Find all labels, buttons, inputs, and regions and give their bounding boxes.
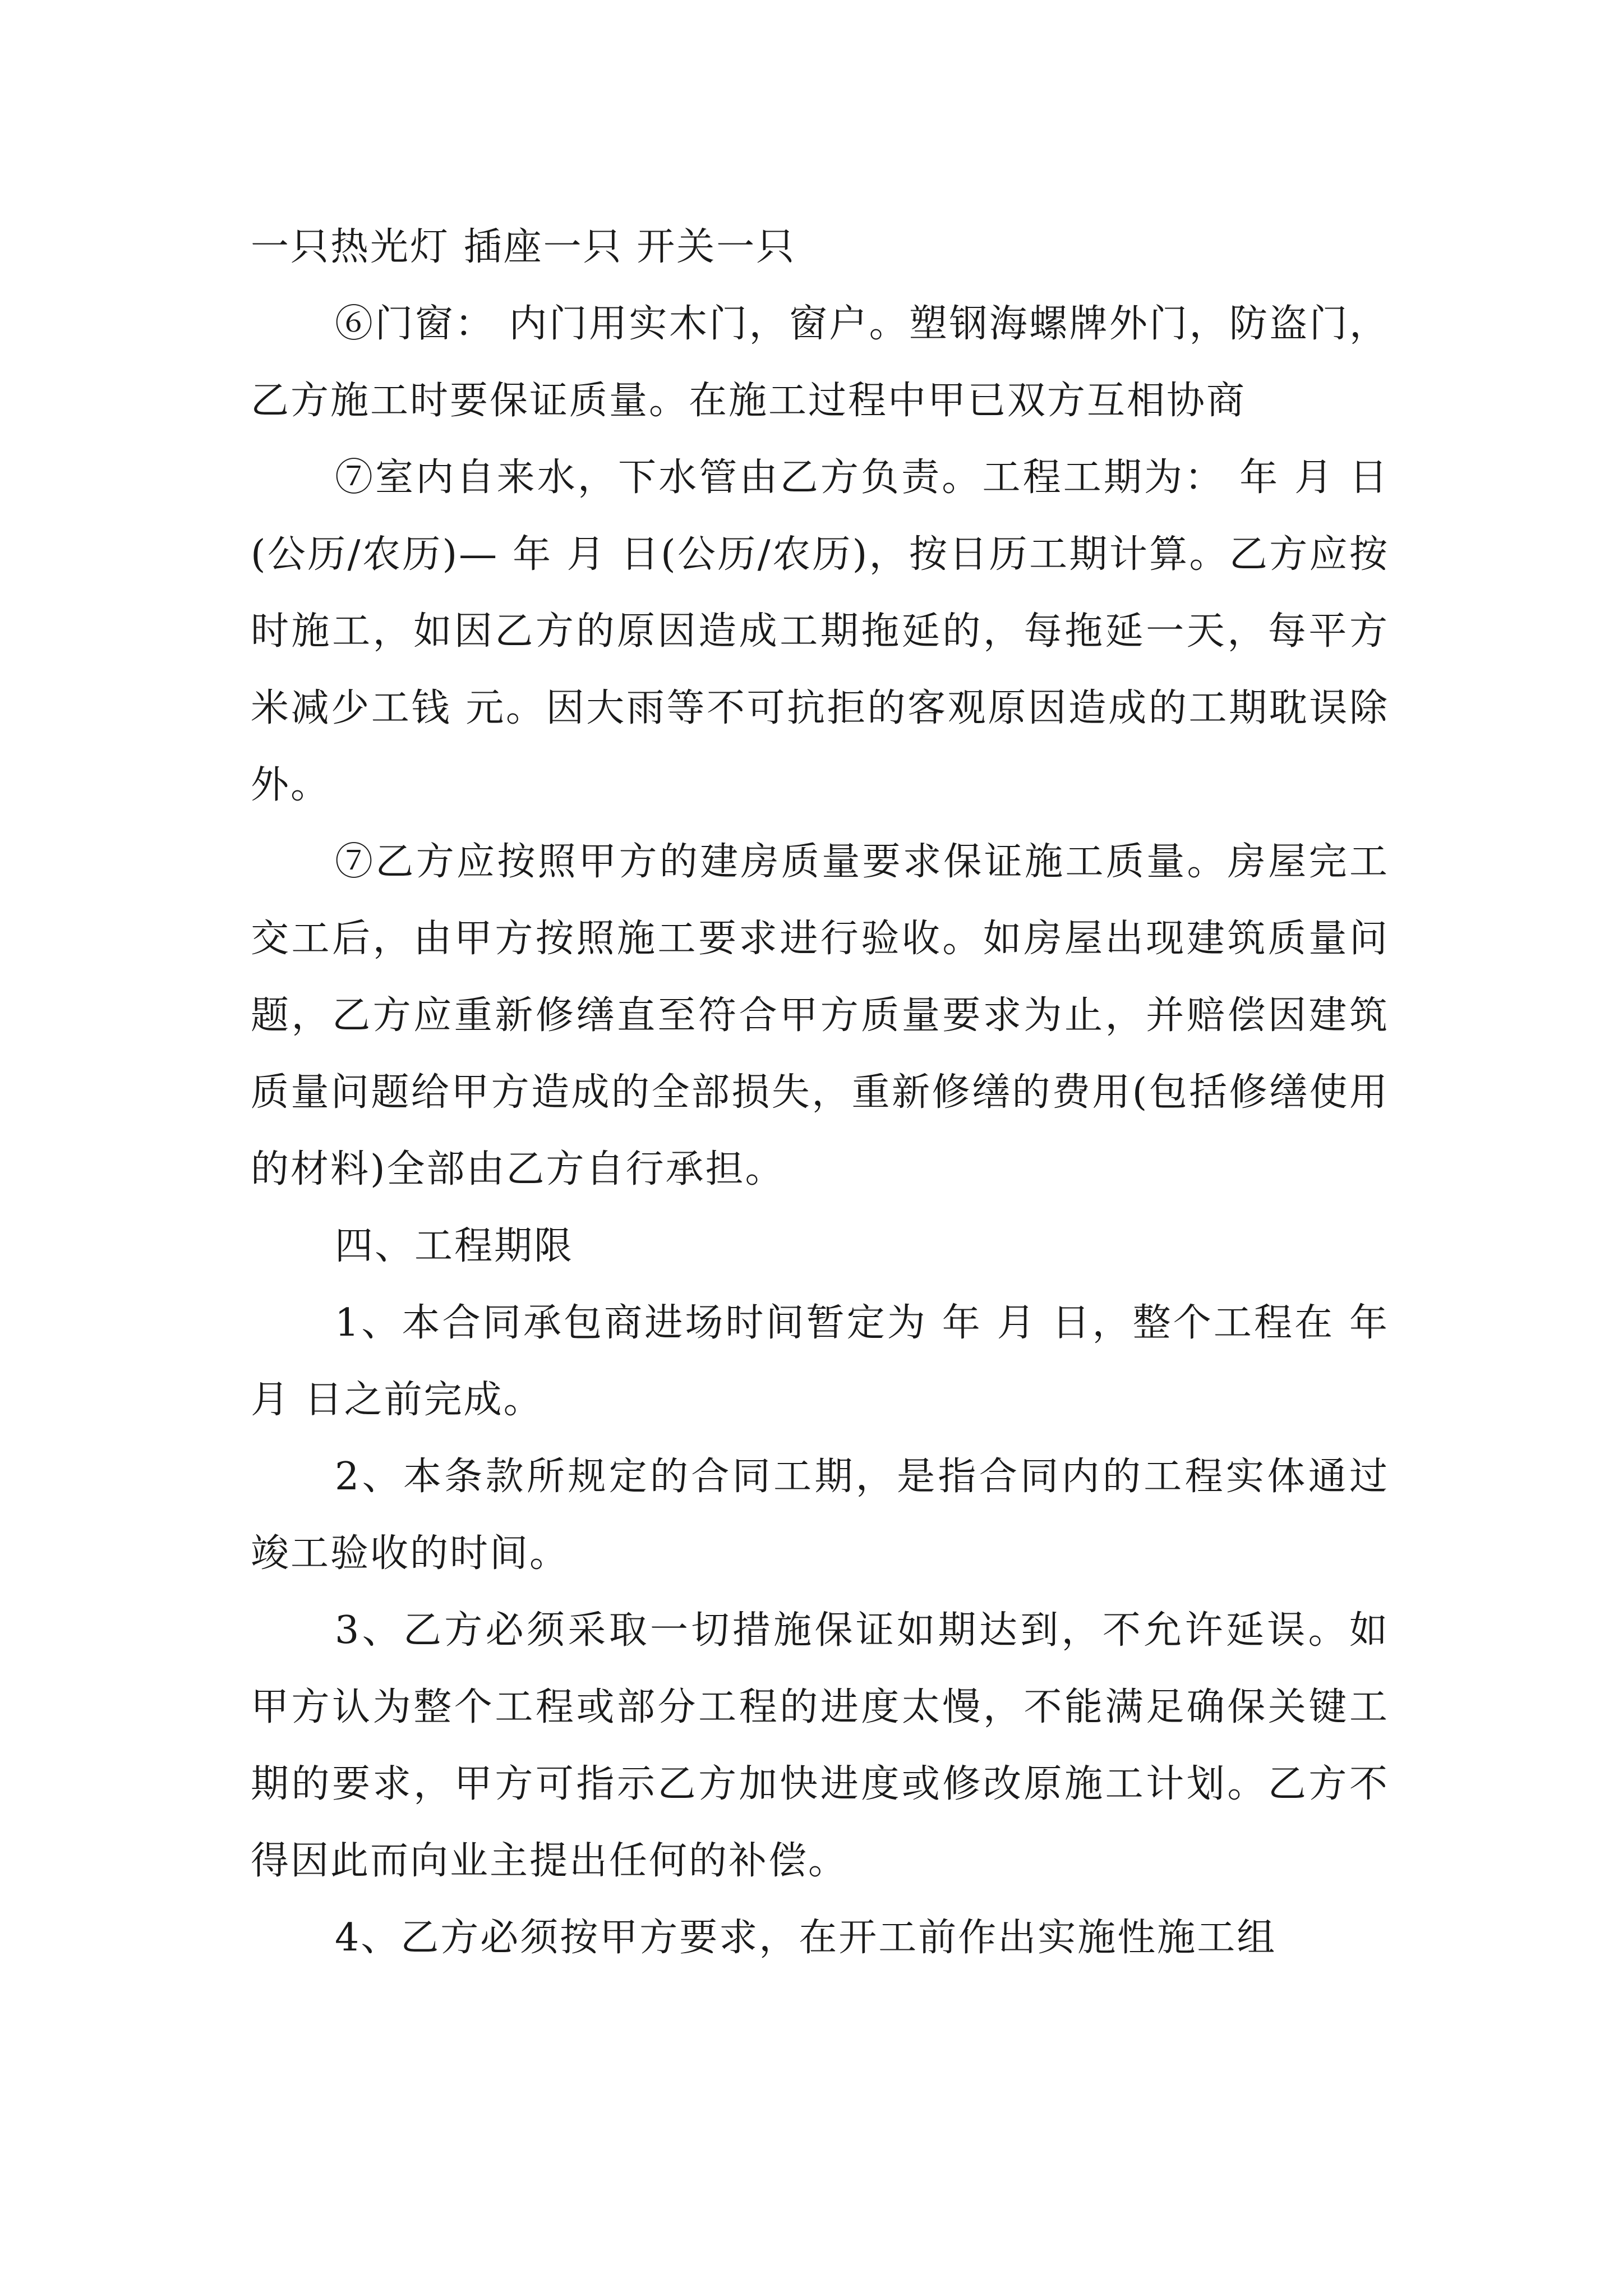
paragraph-clause-1: 1、本合同承包商进场时间暂定为 年 月 日，整个工程在 年 月 日之前完成。 bbox=[251, 1301, 1389, 1422]
paragraph-fixtures: 一只热光灯 插座一只 开关一只 bbox=[251, 225, 796, 269]
document-body bbox=[251, 209, 1389, 1976]
section-heading-project-period: 四、工程期限 bbox=[335, 1224, 574, 1268]
paragraph-plumbing-schedule: ⑦室内自来水，下水管由乙方负责。工程工期为： 年 月 日(公历/农历)— 年 月 日(公历/农历)，按日历工期计算。乙方应按时施工，如因乙方的原因造成工期拖延的，每拖延一天，每平方米减少工钱 元。因大雨等不可抗拒的客观原因造成的工期耽误除外。 bbox=[251, 455, 1389, 807]
paragraph-clause-4: 4、乙方必须按甲方要求，在开工前作出实施性施工组 bbox=[335, 1916, 1277, 1960]
paragraph-quality: ⑦乙方应按照甲方的建房质量要求保证施工质量。房屋完工交工后，由甲方按照施工要求进行验收。如房屋出现建筑质量问题，乙方应重新修缮直至符合甲方质量要求为止，并赔偿因建筑质量问题给甲方造成的全部损失，重新修缮的费用(包括修缮使用的材料)全部由乙方自行承担。 bbox=[251, 840, 1389, 1191]
paragraph-clause-2: 2、本条款所规定的合同工期，是指合同内的工程实体通过竣工验收的时间。 bbox=[251, 1455, 1389, 1576]
paragraph-clause-3: 3、乙方必须采取一切措施保证如期达到，不允许延误。如甲方认为整个工程或部分工程的进度太慢，不能满足确保关键工期的要求，甲方可指示乙方加快进度或修改原施工计划。乙方不得因此而向业主提出任何的补偿。 bbox=[251, 1608, 1389, 1883]
paragraph-doors-windows: ⑥门窗： 内门用实木门，窗户。塑钢海螺牌外门，防盗门，乙方施工时要保证质量。在施工过程中甲已双方互相协商 bbox=[251, 302, 1389, 423]
